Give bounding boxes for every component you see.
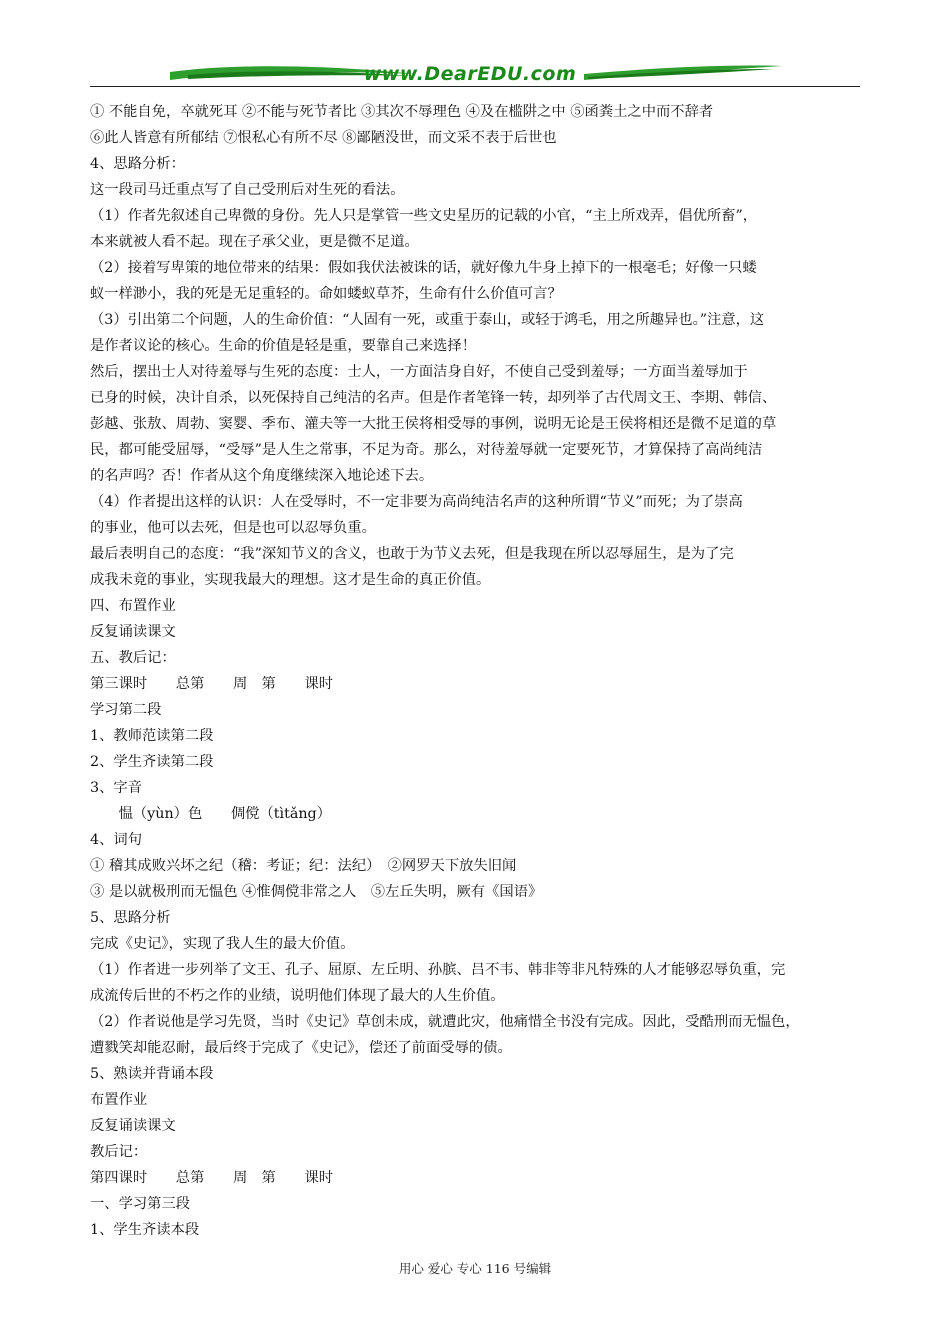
text-line: （2）作者说他是学习先贤，当时《史记》草创未成，就遭此灾，他痛惜全书没有完成。因此，受酷刑而无愠色，: [90, 1014, 800, 1030]
text-line: 5、熟读并背诵本段: [90, 1066, 214, 1082]
text-line: （1）作者进一步列举了文王、孔子、屈原、左丘明、孙膑、吕不韦、韩非等非凡特殊的人才能够忍辱负重，完: [90, 962, 786, 978]
text-line: 完成《史记》，实现了我人生的最大价值。: [90, 936, 355, 952]
text-line: 已身的时候，决计自杀，以死保持自己纯洁的名声。但是作者笔锋一转，却列举了古代周文王、李期、韩信、: [90, 390, 777, 406]
right-swoosh-icon: [584, 60, 784, 86]
text-line: 民，都可能受屈辱，“受辱”是人生之常事，不足为奇。那么，对待羞辱就一定要死节，才算保持了高尚纯洁: [90, 442, 763, 458]
page-footer: 用心 爱心 专心 116 号编辑: [398, 1261, 552, 1276]
text-line: 第四课时 总第 周 第 课时: [90, 1170, 334, 1186]
text-line: 反复诵读课文: [90, 624, 176, 640]
text-line: ① 稽其成败兴坏之纪（稽：考证；纪：法纪） ②网罗天下放失旧闻: [90, 858, 517, 874]
text-line: 愠（yùn）色 倜傥（tìtǎng）: [90, 806, 332, 822]
document-body: [90, 99, 862, 1243]
text-line: 第三课时 总第 周 第 课时: [90, 676, 334, 692]
text-line: 1、学生齐读本段: [90, 1222, 200, 1238]
text-line: 5、思路分析: [90, 910, 171, 926]
text-line: 的事业，他可以去死，但是也可以忍辱负重。: [90, 520, 376, 536]
text-line: 反复诵读课文: [90, 1118, 176, 1134]
text-line: （3）引出第二个问题，人的生命价值：“人固有一死，或重于泰山，或轻于鸿毛，用之所趣异也。”注意，这: [90, 312, 765, 328]
text-line: （2）接着写卑策的地位带来的结果：假如我伏法被诛的话，就好像九牛身上掉下的一根毫毛；好像一只蝼: [90, 260, 757, 276]
text-line: 布置作业: [90, 1092, 148, 1108]
text-line: 4、词句: [90, 832, 142, 848]
text-line: 学习第二段: [90, 702, 162, 718]
text-line: 的名声吗？否！作者从这个角度继续深入地论述下去。: [90, 468, 434, 484]
text-line: 彭越、张敖、周勃、窦婴、季布、灌夫等一大批王侯将相受辱的事例，说明无论是王侯将相还是微不足道的草: [90, 416, 777, 432]
text-line: 这一段司马迁重点写了自己受刑后对生死的看法。: [90, 182, 405, 198]
text-line: 四、布置作业: [90, 598, 176, 614]
text-line: 成我未竟的事业，实现我最大的理想。这才是生命的真正价值。: [90, 572, 491, 588]
text-line: 3、字音: [90, 780, 142, 796]
text-line: （1）作者先叙述自己卑微的身份。先人只是掌管一些文史星历的记载的小官，“主上所戏弄，倡优所畜”，: [90, 208, 758, 224]
text-line: ① 不能自免，卒就死耳 ②不能与死节者比 ③其次不辱理色 ④及在槛阱之中 ⑤函粪土之中而不辞者: [90, 104, 714, 120]
text-line: 是作者议论的核心。生命的价值是轻是重，要靠自己来选择！: [90, 338, 477, 354]
text-line: 2、学生齐读第二段: [90, 754, 214, 770]
text-line: 然后，摆出士人对待羞辱与生死的态度：士人，一方面洁身自好，不使自己受到羞辱；一方面当羞辱加于: [90, 364, 748, 380]
text-line: 蚁一样渺小，我的死是无足重轻的。命如蝼蚁草芥，生命有什么价值可言？: [90, 286, 562, 302]
text-line: 1、教师范读第二段: [90, 728, 214, 744]
text-line: （4）作者提出这样的认识：人在受辱时，不一定非要为高尚纯洁名声的这种所谓“节义”而死；为了崇高: [90, 494, 743, 510]
text-line: ③ 是以就极刑而无愠色 ④惟倜傥非常之人 ⑤左丘失明，厥有《国语》: [90, 884, 543, 900]
header-rule: [90, 86, 860, 87]
text-line: 最后表明自己的态度：“我”深知节义的含义，也敢于为节义去死，但是我现在所以忍辱屈生，是为了完: [90, 546, 734, 562]
text-line: 本来就被人看不起。现在子承父业，更是微不足道。: [90, 234, 419, 250]
text-line: 遭戮笑却能忍耐，最后终于完成了《史记》，偿还了前面受辱的债。: [90, 1040, 512, 1056]
text-line: 一、学习第三段: [90, 1196, 191, 1212]
text-line: 成流传后世的不朽之作的业绩，说明他们体现了最大的人生价值。: [90, 988, 505, 1004]
site-logo-text: www.DearEDU.com: [363, 63, 577, 85]
text-line: 4、思路分析：: [90, 156, 185, 172]
text-line: 教后记：: [90, 1144, 148, 1160]
text-line: 五、教后记：: [90, 650, 176, 666]
page-header: [90, 58, 860, 90]
text-line: ⑥此人皆意有所郁结 ⑦恨私心有所不尽 ⑧鄙陋没世，而文采不表于后世也: [90, 130, 557, 146]
